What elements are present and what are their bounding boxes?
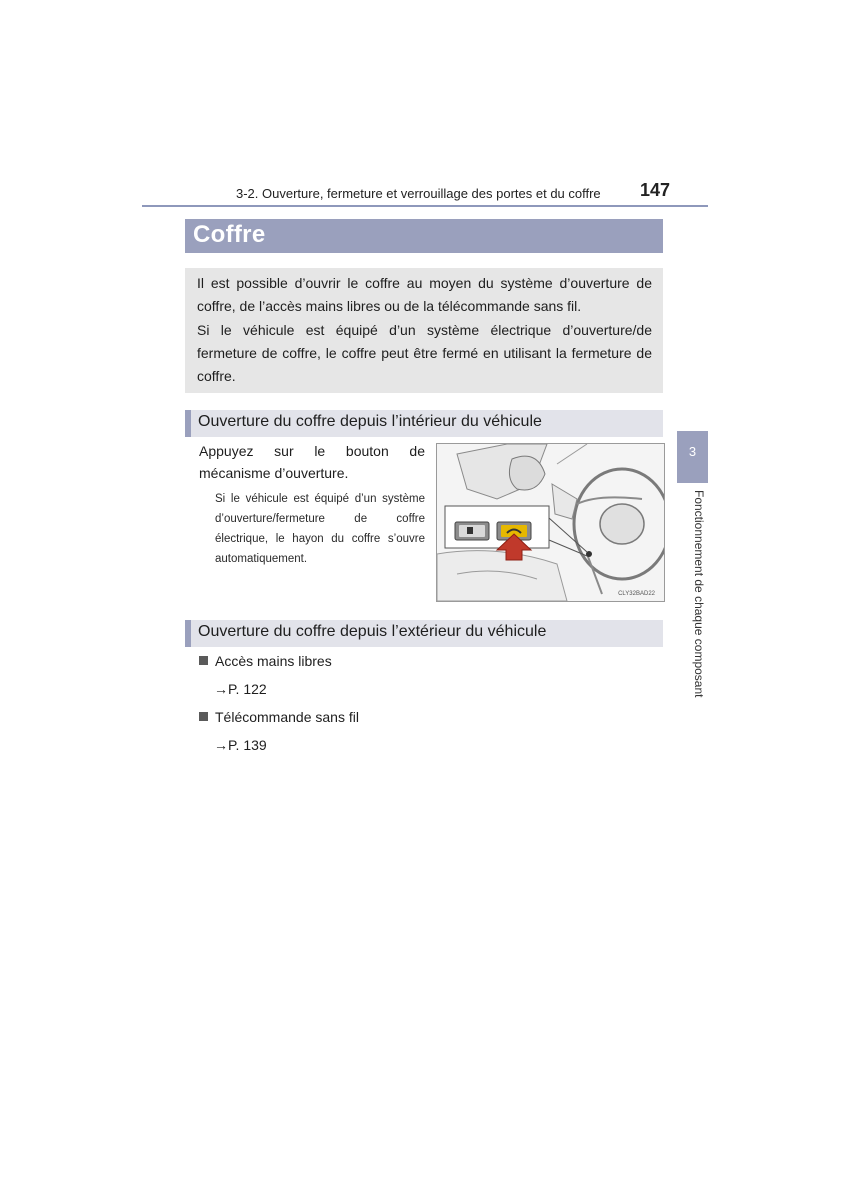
trunk-opener-illustration <box>436 443 665 602</box>
intro-box <box>185 268 663 393</box>
dashboard-drawing <box>437 444 664 601</box>
section-heading-interior <box>185 410 663 437</box>
running-header: 3-2. Ouverture, fermeture et verrouillage des portes et du coffre <box>236 186 601 201</box>
section-heading-exterior-text: Ouverture du coffre depuis l’extérieur du véhicule <box>198 623 547 640</box>
section-accent <box>185 620 191 647</box>
section-heading-interior-text: Ouverture du coffre depuis l’intérieur du véhicule <box>198 413 542 430</box>
section-accent <box>185 410 191 437</box>
page-reference-link[interactable]: →P. 122 <box>214 681 267 697</box>
page-title-bar <box>185 219 663 253</box>
list-item-handsfree <box>199 653 332 669</box>
intro-paragraph-1: Il est possible d’ouvrir le coffre au moyen du système d’ouverture de coffre, de l’accès mains libres ou de la télécommande sans fil. <box>197 275 652 314</box>
header-divider <box>142 205 708 207</box>
figure-code: CLY32BAD22 <box>618 591 655 597</box>
page-title: Coffre <box>193 221 266 248</box>
note-text: Si le véhicule est équipé d’un système d’ouverture/fermeture de coffre électrique, le hayon du coffre s’ouvre automatiquement. <box>215 493 425 565</box>
square-bullet-icon <box>199 656 208 665</box>
chapter-number: 3 <box>688 444 697 459</box>
switch-location-dot <box>586 551 592 557</box>
instruction-text: Appuyez sur le bouton de mécanisme d’ouverture. <box>199 443 425 481</box>
square-bullet-icon <box>199 712 208 721</box>
intro-paragraph-2: Si le véhicule est équipé d’un système électrique d’ouverture/de fermeture de coffre, le coffre peut être fermé en utilisant la fermeture de coffre. <box>197 322 652 384</box>
page-reference-link[interactable]: →P. 139 <box>214 737 267 753</box>
chapter-tab[interactable] <box>677 431 708 483</box>
page-number: 147 <box>640 180 671 200</box>
list-item-label: Télécommande sans fil <box>215 709 359 725</box>
chapter-label: Fonctionnement de chaque composant <box>692 490 706 698</box>
list-item-remote <box>199 709 359 725</box>
section-heading-exterior <box>185 620 663 647</box>
list-item-label: Accès mains libres <box>215 653 332 669</box>
